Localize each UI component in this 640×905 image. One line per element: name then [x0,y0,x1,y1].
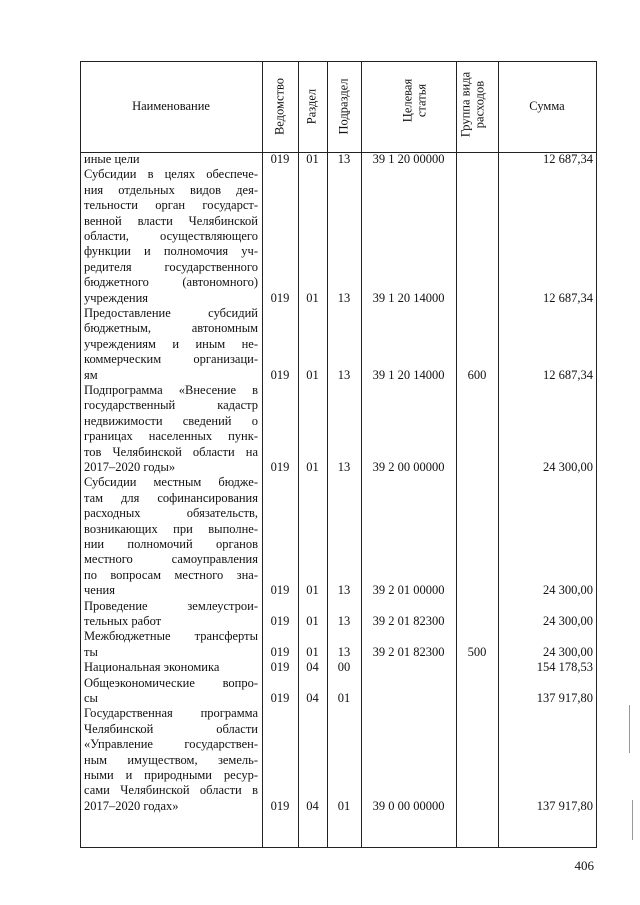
row-razdel: 01 [306,614,319,628]
row-name-line: Национальная экономика [84,660,220,675]
header-statya: статья [414,83,429,118]
header-rashodov: расходов [472,80,487,129]
col-border [596,61,597,848]
row-name-line: Проведение землеустрои- [84,598,258,613]
row-razdel: 04 [306,691,319,705]
row-name-line: тов Челябинской области на [84,444,258,459]
header-celevaya: Целевая [400,78,415,123]
row-vedomstvo: 019 [270,367,290,382]
row-name-line: Государственная программа [84,706,258,721]
row-name-line: коммерческим организаци- [84,352,258,367]
row-razdel: 01 [306,583,319,598]
row-vedomstvo: 019 [270,798,290,813]
row-name-line: там для софинансирования [84,490,258,505]
row-vedomstvo: 019 [270,152,290,166]
row-vedomstvo: 019 [270,691,290,705]
row-name-line: тельных работ [84,614,162,628]
row-vedomstvo: 019 [270,583,290,598]
row-vedomstvo: 019 [270,614,290,628]
row-name-line: 2017–2020 годах» [84,798,179,813]
row-summa: 12 687,34 [543,367,593,382]
row-name-line: Предоставление субсидий [84,306,258,320]
row-name-line: ными и природными ресур- [84,768,258,782]
row-celevaya-statya: 39 2 01 00000 [372,583,445,598]
row-podrazdel: 13 [337,290,351,305]
row-podrazdel: 01 [337,691,351,705]
row-podrazdel: 00 [337,660,351,675]
row-podrazdel: 13 [337,644,351,659]
row-name-line: Субсидии в целях обеспече- [84,167,258,182]
row-name-line: иные цели [84,152,140,166]
row-summa: 24 300,00 [543,644,593,659]
row-celevaya-statya: 39 2 00 00000 [372,460,445,474]
row-name-line: сы [84,691,98,705]
row-podrazdel: 13 [337,367,351,382]
row-name-line: тельности орган государст- [84,198,258,213]
scan-edge-mark [632,800,633,840]
row-name-line: границах населенных пунк- [84,429,258,444]
row-summa: 24 300,00 [543,583,593,598]
row-razdel: 01 [306,152,319,166]
col-border [456,61,457,848]
row-razdel: 01 [306,644,319,659]
row-name-line: венной власти Челябинской [84,213,258,228]
row-name-line: бюджетным, автономным [84,321,258,336]
row-name-line: ния отдельных видов дея- [84,182,258,197]
row-summa: 12 687,34 [543,290,593,305]
page-number: 406 [574,858,594,873]
row-vedomstvo: 019 [270,644,290,659]
header-razdel: Раздел [304,88,319,125]
row-name-line: учреждения [84,290,149,305]
row-razdel: 01 [306,290,319,305]
row-name-line: ты [84,644,98,659]
row-name-line: Межбюджетные трансферты [84,629,258,644]
row-name-line: 2017–2020 годы» [84,460,176,474]
row-name-line: Субсидии местным бюдже- [84,475,258,490]
row-razdel: 04 [306,798,319,813]
col-border [262,61,263,848]
row-celevaya-statya: 39 0 00 00000 [372,798,445,813]
scan-edge-mark [629,705,630,753]
col-border [327,61,328,848]
header-podrazdel: Подраздел [336,78,351,135]
row-celevaya-statya: 39 1 20 14000 [372,367,445,382]
row-summa: 154 178,53 [536,660,593,675]
row-vedomstvo: 019 [270,290,290,305]
row-name-line: функции и полномочия уч- [84,244,258,259]
row-name-line: чения [84,583,115,598]
row-name-line: «Управление государствен- [84,737,258,752]
row-name-line: возникающих при выполне- [84,521,258,536]
row-name-line: ным имуществом, земель- [84,752,258,767]
row-name-line: области, осуществляющего [84,229,258,243]
col-border [80,61,81,848]
row-name-line: ям [84,367,98,382]
row-celevaya-statya: 39 2 01 82300 [372,614,445,628]
row-gruppa-vida: 600 [467,367,487,382]
col-border [361,61,362,848]
row-podrazdel: 13 [337,152,351,166]
row-celevaya-statya: 39 2 01 82300 [372,644,445,659]
row-summa: 24 300,00 [543,460,593,474]
row-razdel: 01 [306,367,319,382]
row-vedomstvo: 019 [270,660,290,675]
header-vedomstvo: Ведомство [272,77,287,136]
row-name-line: местного самоуправления [84,552,258,567]
row-summa: 24 300,00 [543,614,593,628]
row-name-line: недвижимости сведений о [84,413,258,428]
row-name-line: бюджетного (автономного) [84,275,258,290]
row-celevaya-statya: 39 1 20 00000 [372,152,445,166]
row-celevaya-statya: 39 1 20 14000 [372,290,445,305]
header-gruppa: Группа вида [458,71,473,138]
row-summa: 137 917,80 [536,691,593,705]
row-name-line: редителя государственного [84,259,258,274]
row-podrazdel: 13 [337,583,351,598]
row-name-line: государственный кадастр [84,398,258,413]
col-border [298,61,299,848]
row-summa: 137 917,80 [536,798,593,813]
header-name: Наименование [132,99,210,113]
row-vedomstvo: 019 [270,460,290,474]
row-razdel: 01 [306,460,319,474]
header-summa: Сумма [529,99,565,113]
row-podrazdel: 13 [337,614,351,628]
row-name-line: Подпрограмма «Внесение в [84,383,258,397]
row-summa: 12 687,34 [543,152,593,166]
row-name-line: Общеэкономические вопро- [84,675,258,690]
row-name-line: сами Челябинской области в [84,783,258,798]
row-razdel: 04 [306,660,319,675]
row-name-line: нии полномочий органов [84,537,258,551]
row-podrazdel: 13 [337,460,351,474]
row-name-line: по вопросам местного зна- [84,567,258,582]
row-name-line: учреждениям и иным не- [84,336,258,351]
row-name-line: расходных обязательств, [84,506,258,521]
row-podrazdel: 01 [337,798,351,813]
col-border [498,61,499,848]
row-name-line: Челябинской области [84,721,258,736]
row-gruppa-vida: 500 [467,644,487,659]
table-bottom-border [80,847,597,848]
